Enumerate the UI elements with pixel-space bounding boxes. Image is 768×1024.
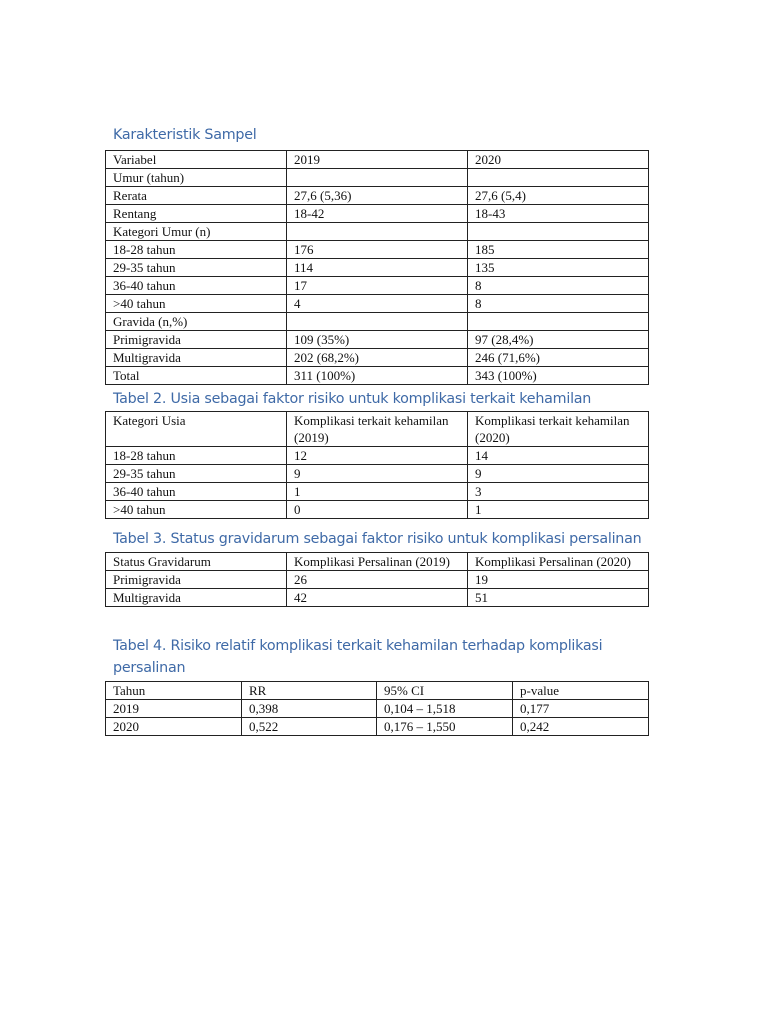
table-cell: 202 (68,2%) bbox=[287, 349, 468, 367]
table-header-row bbox=[106, 553, 649, 571]
column-header: Kategori Usia bbox=[106, 412, 287, 447]
relative-risk-table bbox=[105, 681, 649, 736]
column-header: Variabel bbox=[106, 151, 287, 169]
table-row bbox=[106, 447, 649, 465]
table-cell: 4 bbox=[287, 295, 468, 313]
table-cell: 0,177 bbox=[513, 700, 649, 718]
table-cell: Total bbox=[106, 367, 287, 385]
table-row bbox=[106, 187, 649, 205]
table-cell: 2019 bbox=[106, 700, 242, 718]
table-cell: Gravida (n,%) bbox=[106, 313, 287, 331]
table-row bbox=[106, 277, 649, 295]
table-cell bbox=[287, 169, 468, 187]
table-cell: Primigravida bbox=[106, 331, 287, 349]
table-row bbox=[106, 501, 649, 519]
table-cell: 1 bbox=[468, 501, 649, 519]
table-row bbox=[106, 349, 649, 367]
column-header: 95% CI bbox=[377, 682, 513, 700]
column-header: 2020 bbox=[468, 151, 649, 169]
table-cell: 0,522 bbox=[242, 718, 377, 736]
table-cell bbox=[287, 313, 468, 331]
table-cell: 0 bbox=[287, 501, 468, 519]
column-header: Komplikasi terkait kehamilan (2020) bbox=[468, 412, 649, 447]
table-cell: 27,6 (5,36) bbox=[287, 187, 468, 205]
table-cell: 18-28 tahun bbox=[106, 241, 287, 259]
table-cell bbox=[468, 169, 649, 187]
table-cell: 27,6 (5,4) bbox=[468, 187, 649, 205]
age-risk-table bbox=[105, 411, 649, 519]
table-cell: Umur (tahun) bbox=[106, 169, 287, 187]
table-cell: 246 (71,6%) bbox=[468, 349, 649, 367]
table-cell: 1 bbox=[287, 483, 468, 501]
table-cell bbox=[468, 313, 649, 331]
table-cell: Rentang bbox=[106, 205, 287, 223]
table-cell: 97 (28,4%) bbox=[468, 331, 649, 349]
table-row bbox=[106, 367, 649, 385]
column-header: Tahun bbox=[106, 682, 242, 700]
table-cell: 12 bbox=[287, 447, 468, 465]
table-cell: 29-35 tahun bbox=[106, 259, 287, 277]
table-cell: 42 bbox=[287, 589, 468, 607]
table-cell: 18-42 bbox=[287, 205, 468, 223]
table-cell: 114 bbox=[287, 259, 468, 277]
table-cell bbox=[468, 223, 649, 241]
column-header: Komplikasi Persalinan (2020) bbox=[468, 553, 649, 571]
table-row bbox=[106, 589, 649, 607]
table-cell: 36-40 tahun bbox=[106, 277, 287, 295]
table-cell: 8 bbox=[468, 295, 649, 313]
table-cell: 2020 bbox=[106, 718, 242, 736]
table-row bbox=[106, 700, 649, 718]
table-cell: 9 bbox=[468, 465, 649, 483]
table-cell: 109 (35%) bbox=[287, 331, 468, 349]
table2-title: Tabel 2. Usia sebagai faktor risiko untuk komplikasi terkait kehamilan bbox=[113, 391, 592, 407]
table-cell: >40 tahun bbox=[106, 501, 287, 519]
table-row bbox=[106, 259, 649, 277]
table1-title: Karakteristik Sampel bbox=[113, 127, 257, 143]
table4-title: Tabel 4. Risiko relatif komplikasi terkait kehamilan terhadap komplikasi persalinan bbox=[113, 638, 603, 676]
column-header: Komplikasi Persalinan (2019) bbox=[287, 553, 468, 571]
table-cell: Primigravida bbox=[106, 571, 287, 589]
table-cell: 185 bbox=[468, 241, 649, 259]
table-cell: 18-43 bbox=[468, 205, 649, 223]
table-row bbox=[106, 169, 649, 187]
table-cell: 51 bbox=[468, 589, 649, 607]
table-row bbox=[106, 718, 649, 736]
table-cell: 3 bbox=[468, 483, 649, 501]
column-header: Status Gravidarum bbox=[106, 553, 287, 571]
table-cell: 26 bbox=[287, 571, 468, 589]
column-header: 2019 bbox=[287, 151, 468, 169]
table3-title: Tabel 3. Status gravidarum sebagai faktor risiko untuk komplikasi persalinan bbox=[113, 531, 642, 547]
table-cell: 176 bbox=[287, 241, 468, 259]
table-cell: 135 bbox=[468, 259, 649, 277]
table-row bbox=[106, 313, 649, 331]
table-row bbox=[106, 295, 649, 313]
table-header-row bbox=[106, 151, 649, 169]
table-cell: >40 tahun bbox=[106, 295, 287, 313]
sample-characteristics-table bbox=[105, 150, 649, 385]
table-cell: Rerata bbox=[106, 187, 287, 205]
column-header: p-value bbox=[513, 682, 649, 700]
table-cell: 0,398 bbox=[242, 700, 377, 718]
table-cell: Multigravida bbox=[106, 589, 287, 607]
gravidity-risk-table bbox=[105, 552, 649, 607]
table-cell: 36-40 tahun bbox=[106, 483, 287, 501]
table-cell: Kategori Umur (n) bbox=[106, 223, 287, 241]
table-row bbox=[106, 331, 649, 349]
table-cell: 0,104 – 1,518 bbox=[377, 700, 513, 718]
table-cell: 17 bbox=[287, 277, 468, 295]
table-cell: 343 (100%) bbox=[468, 367, 649, 385]
table-row bbox=[106, 241, 649, 259]
table-cell: 14 bbox=[468, 447, 649, 465]
table-cell bbox=[287, 223, 468, 241]
column-header: Komplikasi terkait kehamilan (2019) bbox=[287, 412, 468, 447]
table-header-row bbox=[106, 682, 649, 700]
table-cell: 0,176 – 1,550 bbox=[377, 718, 513, 736]
table-cell: 8 bbox=[468, 277, 649, 295]
table-header-row bbox=[106, 412, 649, 447]
table-cell: 19 bbox=[468, 571, 649, 589]
table-row bbox=[106, 465, 649, 483]
table-row bbox=[106, 483, 649, 501]
table-row bbox=[106, 571, 649, 589]
table-row bbox=[106, 223, 649, 241]
table-cell: 9 bbox=[287, 465, 468, 483]
table-cell: 311 (100%) bbox=[287, 367, 468, 385]
column-header: RR bbox=[242, 682, 377, 700]
table-cell: 0,242 bbox=[513, 718, 649, 736]
table-row bbox=[106, 205, 649, 223]
table-cell: 29-35 tahun bbox=[106, 465, 287, 483]
table-cell: 18-28 tahun bbox=[106, 447, 287, 465]
table-cell: Multigravida bbox=[106, 349, 287, 367]
